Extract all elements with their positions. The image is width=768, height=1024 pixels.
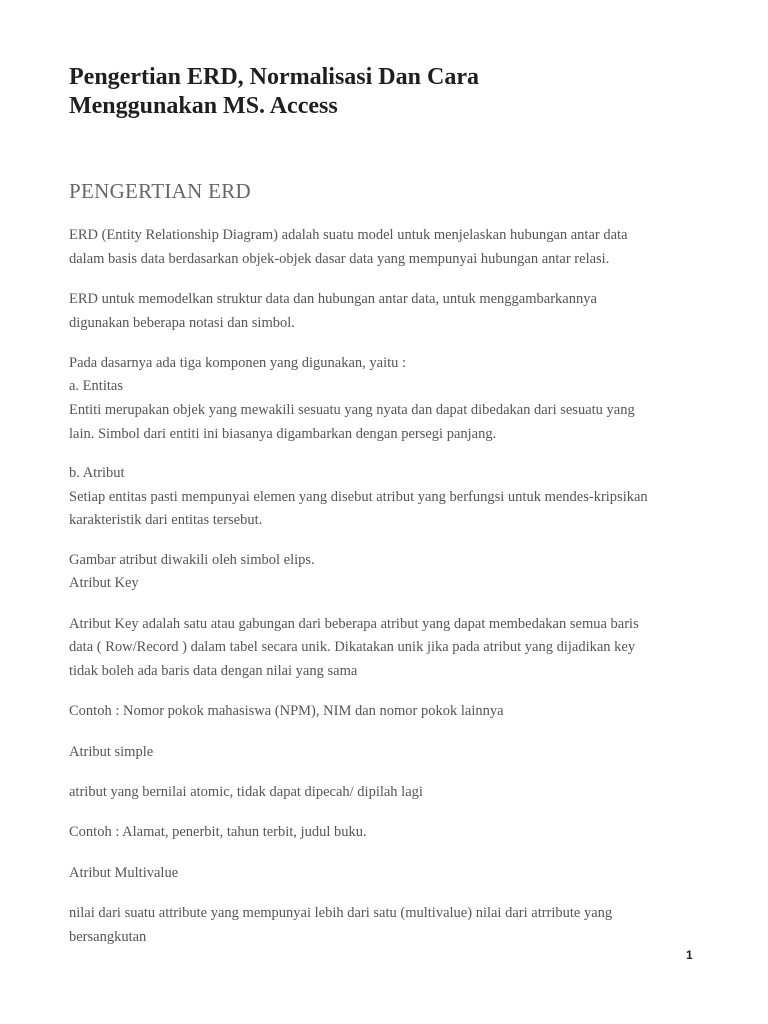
paragraph-line: atribut yang bernilai atomic, tidak dapat dipecah/ dipilah lagi <box>69 784 423 800</box>
paragraph-line: nilai dari suatu attribute yang mempunyai lebih dari satu (multivalue) nilai dari atrribute yang <box>69 905 613 921</box>
paragraph-line: Atribut Key adalah satu atau gabungan dari beberapa atribut yang dapat membedakan semua baris <box>69 616 639 632</box>
title-line-2: Menggunakan MS. Access <box>69 93 338 119</box>
paragraph-line: Setiap entitas pasti mempunyai elemen yang disebut atribut yang berfungsi untuk mendes-kripsikan <box>69 489 648 505</box>
paragraph-line: Contoh : Nomor pokok mahasiswa (NPM), NIM dan nomor pokok lainnya <box>69 703 504 719</box>
paragraph-line: lain. Simbol dari entiti ini biasanya digambarkan dengan persegi panjang. <box>69 426 497 442</box>
subheading: Atribut simple <box>69 744 154 760</box>
paragraph-line: Entiti merupakan objek yang mewakili sesuatu yang nyata dan dapat dibedakan dari sesuatu yang <box>69 402 635 418</box>
page-number: 1 <box>686 948 693 962</box>
paragraph-line: bersangkutan <box>69 929 147 945</box>
paragraph-line: Gambar atribut diwakili oleh simbol elips. <box>69 552 315 568</box>
paragraph-line: ERD (Entity Relationship Diagram) adalah suatu model untuk menjelaskan hubungan antar data <box>69 227 628 243</box>
paragraph-line: dalam basis data berdasarkan objek-objek dasar data yang mempunyai hubungan antar relasi. <box>69 251 610 267</box>
title-line-1: Pengertian ERD, Normalisasi Dan Cara <box>69 64 479 90</box>
list-label: b. Atribut <box>69 465 125 481</box>
paragraph-line: Pada dasarnya ada tiga komponen yang digunakan, yaitu : <box>69 355 407 371</box>
subheading: Atribut Key <box>69 575 139 591</box>
subheading: Atribut Multivalue <box>69 865 179 881</box>
paragraph-line: ERD untuk memodelkan struktur data dan hubungan antar data, untuk menggambarkannya <box>69 291 597 307</box>
section-heading: PENGERTIAN ERD <box>69 179 252 203</box>
list-label: a. Entitas <box>69 378 123 394</box>
paragraph-line: Contoh : Alamat, penerbit, tahun terbit, judul buku. <box>69 824 367 840</box>
paragraph-line: tidak boleh ada baris data dengan nilai yang sama <box>69 663 358 679</box>
document-title <box>69 63 669 121</box>
paragraph-line: karakteristik dari entitas tersebut. <box>69 512 263 528</box>
paragraph-line: data ( Row/Record ) dalam tabel secara unik. Dikatakan unik jika pada atribut yang dijadikan key <box>69 639 636 655</box>
paragraph-line: digunakan beberapa notasi dan simbol. <box>69 315 295 331</box>
